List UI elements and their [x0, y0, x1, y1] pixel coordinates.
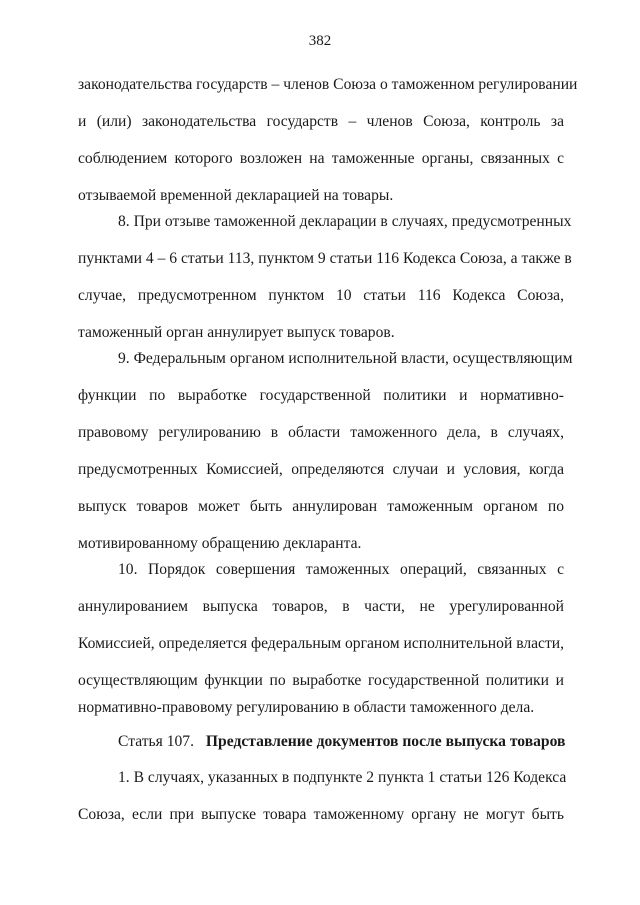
text-line: функции по выработке государственной политики и нормативно-: [78, 387, 564, 404]
text-line: Комиссией, определяется федеральным органом исполнительной власти,: [78, 635, 565, 652]
text-line: и (или) законодательства государств – членов Союза, контроль за: [78, 113, 564, 130]
text-line: осуществляющим функции по выработке государственной политики и: [78, 672, 564, 689]
text-line: таможенный орган аннулирует выпуск товаров.: [78, 324, 395, 341]
text-line: случае, предусмотренном пунктом 10 статьи 116 Кодекса Союза,: [78, 287, 564, 304]
text-line: 10. Порядок совершения таможенных операций, связанных с: [118, 561, 564, 578]
article-number: Статья 107.: [118, 733, 195, 750]
article-heading: [118, 732, 565, 752]
text-line: 1. В случаях, указанных в подпункте 2 пункта 1 статьи 126 Кодекса: [118, 769, 567, 786]
text-line: законодательства государств – членов Союза о таможенном регулировании: [78, 76, 578, 93]
text-line: выпуск товаров может быть аннулирован таможенным органом по: [78, 498, 564, 515]
text-line: аннулированием выпуска товаров, в части, не урегулированной: [78, 598, 564, 615]
text-line: правовому регулированию в области таможенного дела, в случаях,: [78, 424, 564, 441]
text-line: отзываемой временной декларацией на товары.: [78, 187, 394, 204]
page-number: 382: [308, 33, 332, 49]
text-line: предусмотренных Комиссией, определяются случаи и условия, когда: [78, 461, 564, 478]
text-line: 9. Федеральным органом исполнительной власти, осуществляющим: [118, 350, 573, 367]
text-line: мотивированному обращению декларанта.: [78, 535, 362, 552]
text-line: Союза, если при выпуске товара таможенному органу не могут быть: [78, 806, 564, 823]
text-line: пунктами 4 – 6 статьи 113, пунктом 9 статьи 116 Кодекса Союза, а также в: [78, 250, 572, 267]
text-line: нормативно-правовому регулированию в области таможенного дела.: [78, 699, 535, 716]
article-title: Представление документов после выпуска товаров: [205, 733, 566, 750]
text-line: 8. При отзыве таможенной декларации в случаях, предусмотренных: [118, 213, 572, 230]
text-line: соблюдением которого возложен на таможенные органы, связанных с: [78, 150, 564, 167]
